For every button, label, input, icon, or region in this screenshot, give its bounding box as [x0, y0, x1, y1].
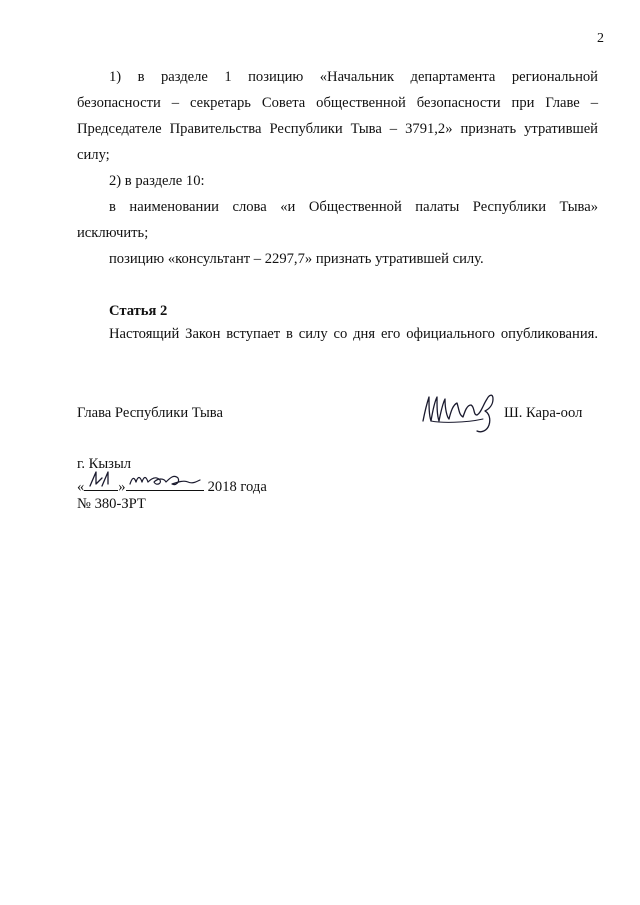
article-2-title: Статья 2 — [109, 303, 168, 319]
page-number: 2 — [597, 31, 604, 46]
amendment-1-line: безопасности – секретарь Совета общественной безопасности при Главе – — [77, 95, 598, 111]
signing-date — [77, 476, 267, 496]
signer-name: Ш. Кара-оол — [504, 405, 583, 421]
amendment-1-line: Председателе Правительства Республики Тыва – 3791,2» признать утратившей — [77, 121, 598, 137]
handwritten-signature — [417, 383, 503, 435]
amendment-2b-line: позицию «консультант – 2297,7» признать утратившей силу. — [109, 251, 484, 267]
article-2-body: Настоящий Закон вступает в силу со дня его официального опубликования. — [109, 326, 598, 342]
handwritten-day — [84, 468, 118, 490]
amendment-2-heading: 2) в разделе 10: — [109, 173, 205, 189]
place-of-signing: г. Кызыл — [77, 456, 132, 472]
date-open-quote: « — [77, 479, 85, 495]
date-year: 2018 года — [207, 479, 267, 495]
date-day-field — [84, 476, 118, 491]
handwritten-month — [126, 468, 204, 490]
amendment-2a-line: в наименовании слова «и Общественной палаты Республики Тыва» — [109, 199, 598, 215]
amendment-section-1 — [77, 64, 598, 168]
law-number: № 380-ЗРТ — [77, 496, 146, 512]
date-month-field — [126, 476, 204, 491]
amendment-1-line: силу; — [77, 147, 110, 163]
date-close-quote: » — [118, 479, 126, 495]
signer-title: Глава Республики Тыва — [77, 405, 223, 421]
amendment-section-2 — [77, 168, 598, 272]
amendment-2a-line: исключить; — [77, 225, 149, 241]
amendment-1-line: 1) в разделе 1 позицию «Начальник департамента региональной — [109, 69, 598, 85]
